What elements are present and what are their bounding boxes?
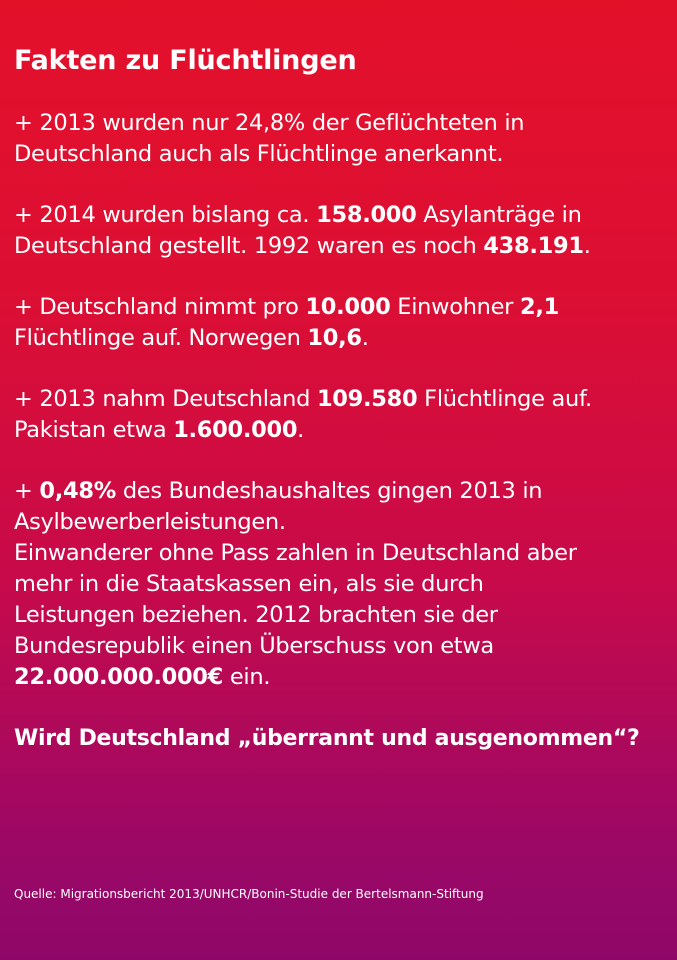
text-segment: + 2013 wurden nur 24,8% der Geflüchteten in <box>14 110 525 136</box>
text-segment: + 2013 nahm Deutschland <box>14 386 317 412</box>
fact-line <box>14 476 669 507</box>
text-segment: . <box>583 233 591 259</box>
fact-1 <box>14 108 669 170</box>
closing-question: Wird Deutschland „überrannt und ausgenommen“? <box>14 726 640 751</box>
text-segment: Einwanderer ohne Pass zahlen in Deutschland aber <box>14 540 577 566</box>
page-title: Fakten zu Flüchtlingen <box>14 45 357 76</box>
fact-2 <box>14 200 669 262</box>
text-segment: . <box>297 417 305 443</box>
highlight-number: 109.580 <box>316 386 418 412</box>
highlight-number: 1.600.000 <box>173 417 298 443</box>
fact-line <box>14 631 669 662</box>
text-segment: Deutschland auch als Flüchtlinge anerkannt. <box>14 141 504 167</box>
highlight-number: 438.191 <box>483 233 584 259</box>
fact-line <box>14 538 669 569</box>
text-segment: des Bundeshaushaltes gingen 2013 in <box>115 478 543 504</box>
fact-line <box>14 200 669 231</box>
text-segment: + Deutschland nimmt pro <box>14 294 306 320</box>
text-segment: Flüchtlinge auf. Norwegen <box>14 325 308 351</box>
fact-line <box>14 231 669 262</box>
fact-line <box>14 507 669 538</box>
highlight-number: 10,6 <box>307 325 362 351</box>
text-segment: Einwohner <box>390 294 520 320</box>
highlight-number: 0,48% <box>39 478 116 504</box>
fact-line <box>14 415 669 446</box>
content <box>14 44 669 754</box>
source-citation: Quelle: Migrationsbericht 2013/UNHCR/Bonin-Studie der Bertelsmann-Stiftung <box>14 887 484 901</box>
highlight-number: 10.000 <box>305 294 391 320</box>
fact-line <box>14 600 669 631</box>
fact-line <box>14 292 669 323</box>
fact-line <box>14 139 669 170</box>
text-segment: ein. <box>223 664 271 690</box>
fact-line <box>14 662 669 693</box>
fact-line <box>14 384 669 415</box>
text-segment: + <box>14 478 40 504</box>
text-segment: Bundesrepublik einen Überschuss von etwa <box>14 633 494 659</box>
fact-3 <box>14 292 669 354</box>
fact-line <box>14 323 669 354</box>
text-segment: Asylanträge in <box>416 202 582 228</box>
highlight-number: 158.000 <box>316 202 417 228</box>
fact-line <box>14 569 669 600</box>
fact-4 <box>14 384 669 446</box>
fact-line <box>14 108 669 139</box>
text-segment: Flüchtlinge auf. <box>417 386 592 412</box>
text-segment: Leistungen beziehen. 2012 brachten sie der <box>14 602 498 628</box>
text-segment: mehr in die Staatskassen ein, als sie durch <box>14 571 484 597</box>
text-segment: Asylbewerberleistungen. <box>14 509 286 535</box>
text-segment: + 2014 wurden bislang ca. <box>14 202 317 228</box>
fact-5 <box>14 476 669 693</box>
text-segment: . <box>361 325 369 351</box>
text-segment: Pakistan etwa <box>14 417 174 443</box>
highlight-number: 2,1 <box>519 294 559 320</box>
text-segment: Deutschland gestellt. 1992 waren es noch <box>14 233 484 259</box>
highlight-number: 22.000.000.000€ <box>14 664 224 690</box>
